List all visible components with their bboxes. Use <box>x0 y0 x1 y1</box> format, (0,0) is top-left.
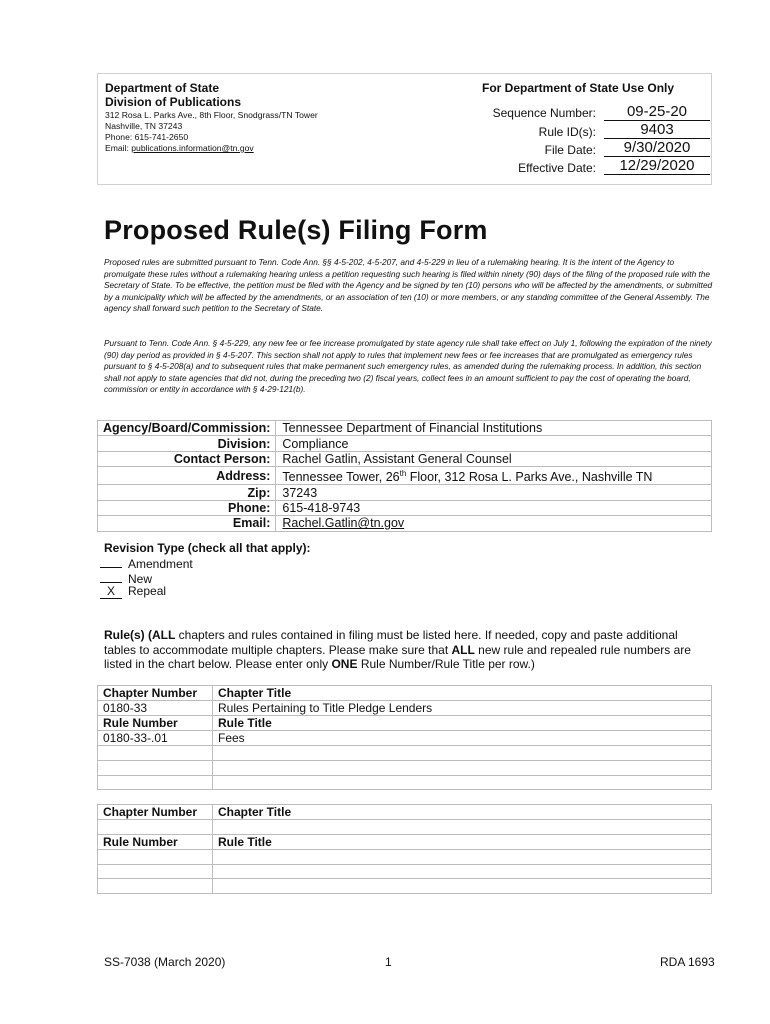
rda-number: RDA 1693 <box>660 955 715 969</box>
department-title: Department of State <box>105 81 220 95</box>
file-date-label: File Date: <box>544 143 596 157</box>
empty-cell <box>98 864 213 879</box>
division-value: Compliance <box>276 436 712 451</box>
address-value <box>276 467 712 485</box>
effective-date-label: Effective Date: <box>518 161 596 175</box>
fee-paragraph: Pursuant to Tenn. Code Ann. § 4-5-229, any new fee or fee increase promulgated by state agency rule shall take effect on July 1, following the expiration of the ninety (90) day period as provided in § 4-5-207. This section shall not apply to rules that implement new fees or fee increases that are promulgated as emergency rules pursuant to § 4-5-208(a) and to subsequent rules that make permanent such emergency rules, as amended during the rulemaking process. In addition, this section shall not apply to state agencies that did not, during the preceding two (2) fiscal years, collect fees in an amount sufficient to pay the cost of operating the board, commission or entity in accordance with § 4-29-121(b). <box>104 338 712 395</box>
contact-email-link[interactable]: Rachel.Gatlin@tn.gov <box>282 516 405 531</box>
table-row <box>98 436 712 451</box>
rules-note-text: new rule and repealed rule numbers are listed in the chart below. Please enter only <box>104 642 691 671</box>
revision-option-label: New <box>128 572 153 586</box>
rule-number-header: Rule Number <box>98 834 213 849</box>
rule-title-header: Rule Title <box>213 834 712 849</box>
rule-number-header: Rule Number <box>98 716 213 731</box>
table-row <box>98 879 712 894</box>
revision-option-repeal[interactable] <box>100 584 166 599</box>
table-row <box>98 451 712 466</box>
revision-option-label: Amendment <box>128 557 193 571</box>
zip-label: Zip: <box>98 485 276 500</box>
table-row <box>98 701 712 716</box>
chapter-title-cell: Rules Pertaining to Title Pledge Lenders <box>213 701 712 716</box>
publications-email-link[interactable]: publications.information@tn.gov <box>131 143 254 153</box>
empty-cell <box>213 775 712 790</box>
checkbox-repeal[interactable]: X <box>100 585 122 599</box>
empty-cell <box>213 864 712 879</box>
address-value-sup: th <box>399 469 407 479</box>
table-row <box>98 775 712 790</box>
rule-id-label: Rule ID(s): <box>538 125 596 139</box>
division-label: Division: <box>98 436 276 451</box>
empty-cell <box>213 879 712 894</box>
address-line-1: 312 Rosa L. Parks Ave., 8th Floor, Snodgrass/TN Tower <box>105 110 318 120</box>
chapter-number-header: Chapter Number <box>98 805 213 820</box>
checkbox-amendment[interactable] <box>100 554 122 568</box>
rule-number-cell: 0180-33-.01 <box>98 731 213 746</box>
empty-cell <box>213 746 712 761</box>
table-row <box>98 731 712 746</box>
table-row <box>98 760 712 775</box>
table-row <box>98 834 712 849</box>
table-row <box>98 500 712 515</box>
rules-table-2 <box>97 804 712 894</box>
rules-note-text: Rule Number/Rule Title per row.) <box>357 657 535 671</box>
empty-cell <box>98 746 213 761</box>
address-value-part: Tennessee Tower, 26 <box>282 470 400 485</box>
rule-title-cell: Fees <box>213 731 712 746</box>
checkbox-new[interactable] <box>100 569 122 583</box>
rules-note-bold: ALL <box>451 642 475 657</box>
table-row <box>98 467 712 485</box>
chapter-title-header: Chapter Title <box>213 686 712 701</box>
contact-person-label: Contact Person: <box>98 451 276 466</box>
rules-table-1 <box>97 685 712 790</box>
address-label: Address: <box>98 467 276 485</box>
rule-title-header: Rule Title <box>213 716 712 731</box>
table-row <box>98 485 712 500</box>
file-date-value: 9/30/2020 <box>604 139 710 157</box>
rules-note-bold: ALL <box>152 628 176 642</box>
empty-cell <box>98 820 213 835</box>
chapter-number-header: Chapter Number <box>98 686 213 701</box>
empty-cell <box>98 775 213 790</box>
empty-cell <box>213 760 712 775</box>
form-title: Proposed Rule(s) Filing Form <box>104 215 488 245</box>
table-row <box>98 746 712 761</box>
table-row <box>98 805 712 820</box>
sequence-number-label: Sequence Number: <box>492 106 596 120</box>
table-row <box>98 686 712 701</box>
phone-label: Phone: <box>98 500 276 515</box>
page-number: 1 <box>385 955 392 969</box>
agency-value: Tennessee Department of Financial Institutions <box>276 421 712 436</box>
phone-line: Phone: 615-741-2650 <box>105 132 189 142</box>
agency-info-table <box>97 420 712 532</box>
email-value <box>276 516 712 531</box>
rule-id-value: 9403 <box>604 121 710 139</box>
table-row <box>98 849 712 864</box>
table-row <box>98 716 712 731</box>
empty-cell <box>98 849 213 864</box>
rules-note-lead: Rule(s) ( <box>104 628 152 642</box>
division-title: Division of Publications <box>105 95 242 109</box>
chapter-number-cell: 0180-33 <box>98 701 213 716</box>
rules-note-text: chapters and rules contained in filing must be listed here. If needed, copy and paste additional tables to accommodate multiple chapters. Please make sure that <box>104 628 678 657</box>
contact-person-value: Rachel Gatlin, Assistant General Counsel <box>276 451 712 466</box>
email-line <box>105 143 254 153</box>
chapter-title-header: Chapter Title <box>213 805 712 820</box>
address-line-2: Nashville, TN 37243 <box>105 121 183 131</box>
empty-cell <box>213 820 712 835</box>
email-label: Email: <box>98 516 276 531</box>
table-row <box>98 820 712 835</box>
table-row <box>98 421 712 436</box>
phone-value: 615-418-9743 <box>276 500 712 515</box>
address-value-rest: Floor, 312 Rosa L. Parks Ave., Nashville TN <box>406 470 653 485</box>
empty-cell <box>98 760 213 775</box>
form-id: SS-7038 (March 2020) <box>104 955 226 969</box>
effective-date-value: 12/29/2020 <box>604 157 710 175</box>
email-label: Email: <box>105 143 132 153</box>
rules-instructions <box>104 628 704 672</box>
table-row <box>98 864 712 879</box>
state-use-only-heading: For Department of State Use Only <box>482 81 675 95</box>
empty-cell <box>213 849 712 864</box>
empty-cell <box>98 879 213 894</box>
rules-note-bold: ONE <box>331 657 358 671</box>
sequence-number-value: 09-25-20 <box>604 103 710 121</box>
revision-option-label: Repeal <box>128 584 167 598</box>
table-row <box>98 516 712 531</box>
agency-label: Agency/Board/Commission: <box>98 421 276 436</box>
zip-value: 37243 <box>276 485 712 500</box>
revision-type-heading: Revision Type (check all that apply): <box>104 541 311 555</box>
intro-paragraph: Proposed rules are submitted pursuant to Tenn. Code Ann. §§ 4-5-202, 4-5-207, and 4-5-229 in lieu of a rulemaking hearing. It is the intent of the Agency to promulgate these rules without a rulemaking hearing unless a petition requesting such hearing is filed within ninety (90) days of the filing of the proposed rule with the Secretary of State. To be effective, the petition must be filed with the Agency and be signed by ten (10) persons who will be affected by the amendments, or submitted by a municipality which will be affected by the amendments, or an association of ten (10) or more members, or any standing committee of the General Assembly. The agency shall forward such petition to the Secretary of State. <box>104 257 713 314</box>
